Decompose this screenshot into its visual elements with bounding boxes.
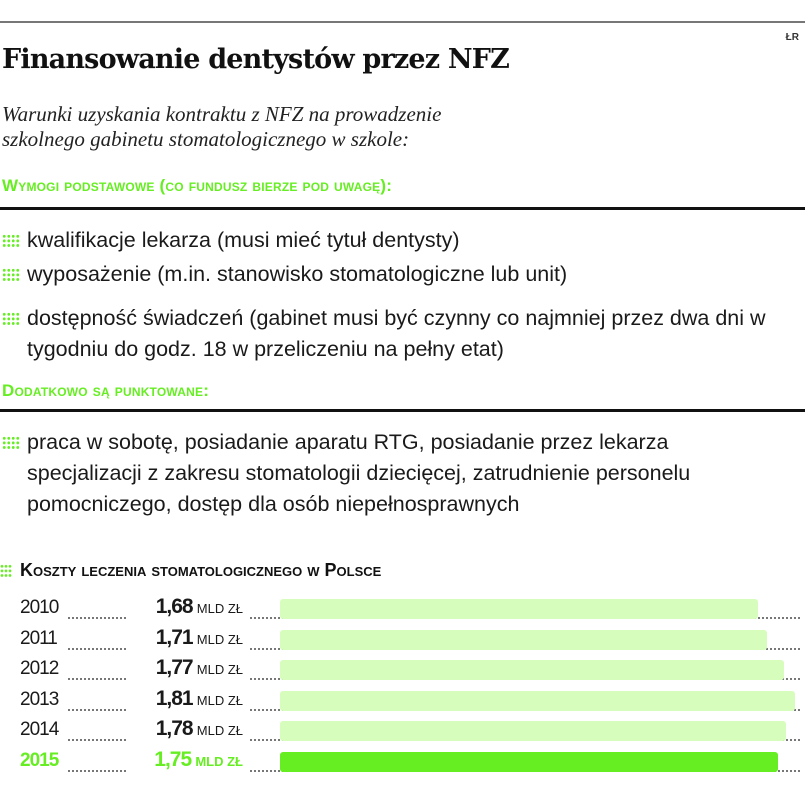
chart-row <box>0 595 805 625</box>
year-label: 2011 <box>20 627 57 649</box>
bar-2013 <box>280 691 795 711</box>
chart-title-text: Koszty leczenia stomatologicznego w Polsce <box>20 560 382 580</box>
dot-grid-bullet-icon <box>2 234 20 248</box>
leader-dots <box>68 678 126 680</box>
leader-dots <box>68 648 126 650</box>
value-label: 1,77 MLD ZŁ <box>155 656 243 679</box>
subtitle-line: szkolnego gabinetu stomatologicznego w szkole: <box>2 127 410 151</box>
bar-2014 <box>280 721 786 741</box>
section-rule <box>0 409 805 412</box>
value-label: 1,68 MLD ZŁ <box>155 595 243 618</box>
dot-grid-bullet-icon <box>2 312 20 326</box>
section-heading-requirements: Wymogi podstawowe (co fundusz bierze pod uwagę): <box>2 176 393 195</box>
list-item <box>2 259 802 290</box>
bar-2015 <box>280 752 778 772</box>
page-title: Finansowanie dentystów przez NFZ <box>2 44 510 75</box>
list-item <box>2 427 782 520</box>
subtitle <box>2 102 441 152</box>
leader-dots <box>68 709 126 711</box>
section-rule <box>0 207 805 210</box>
leader-dots <box>68 770 126 772</box>
dot-grid-bullet-icon <box>2 268 20 282</box>
subtitle-line: Warunki uzyskania kontraktu z NFZ na prowadzenie <box>2 102 442 126</box>
list-item <box>2 303 782 365</box>
dot-grid-bullet-icon <box>2 436 20 450</box>
list-item-text: praca w sobotę, posiadanie aparatu RTG, posiadanie przez lekarza specjalizacji z zakresu stomatologii dziecięcej, zatrudnienie personelu pomocniczego, dostęp dla osób niepełnosprawnych <box>27 430 691 516</box>
value-label: 1,81 MLD ZŁ <box>155 686 243 710</box>
section-heading-bonus: Dodatkowo są punktowane: <box>2 381 210 400</box>
chart-row <box>0 626 805 656</box>
chart-row <box>0 748 805 778</box>
chart-row <box>0 656 805 686</box>
year-label: 2014 <box>20 719 59 740</box>
chart-row <box>0 687 805 717</box>
value-label: 1,75 MLD ZŁ <box>154 747 243 771</box>
year-label: 2010 <box>20 597 59 618</box>
year-label: 2013 <box>20 688 59 710</box>
chart-row <box>0 717 805 747</box>
leader-dots <box>68 617 126 619</box>
leader-dots <box>68 739 126 741</box>
chart-title <box>0 560 381 581</box>
bar-2010 <box>280 599 758 619</box>
value-label: 1,78 MLD ZŁ <box>155 717 243 740</box>
bar-2011 <box>280 630 767 650</box>
list-item-text: dostępność świadczeń (gabinet musi być czynny co najmniej przez dwa dni w tygodniu do godz. 18 w przeliczeniu na pełny etat) <box>27 306 766 361</box>
year-label: 2012 <box>20 658 59 679</box>
list-item-text: kwalifikacje lekarza (musi mieć tytuł dentysty) <box>27 228 460 252</box>
bar-2012 <box>280 660 784 680</box>
year-label: 2015 <box>20 749 59 771</box>
list-item <box>2 225 802 256</box>
dot-grid-marker-icon <box>0 564 12 578</box>
top-rule <box>0 21 805 23</box>
list-item-text: wyposażenie (m.in. stanowisko stomatologiczne lub unit) <box>27 262 568 286</box>
value-label: 1,71 MLD ZŁ <box>155 625 243 649</box>
author-credit: ŁR <box>785 32 799 43</box>
